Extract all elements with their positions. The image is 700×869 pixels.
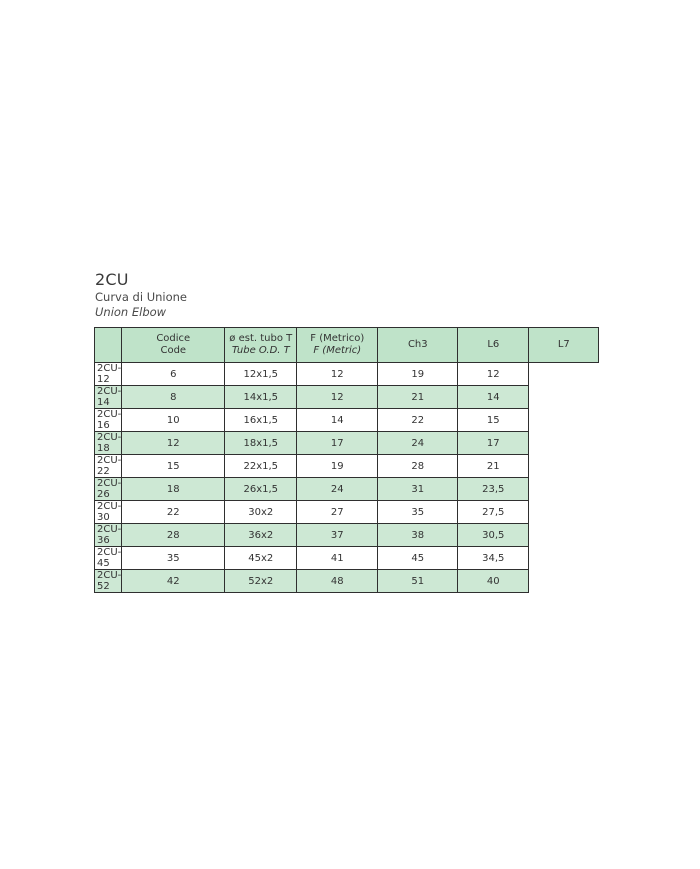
cell-l6: 38: [378, 524, 458, 547]
cell-code: 2CU-36: [95, 524, 122, 547]
cell-l7: 14: [458, 386, 529, 409]
cell-ch3: 27: [297, 501, 378, 524]
table-header-row: [95, 328, 599, 363]
cell-l6: 28: [378, 455, 458, 478]
cell-l7: 21: [458, 455, 529, 478]
cell-tube-od: 18: [122, 478, 225, 501]
cell-l7: 17: [458, 432, 529, 455]
cell-thread: 12x1,5: [225, 363, 297, 386]
product-name-italian: Curva di Unione: [95, 290, 188, 304]
cell-l6: 22: [378, 409, 458, 432]
header-ch3: Ch3: [378, 328, 458, 363]
cell-l6: 31: [378, 478, 458, 501]
cell-tube-od: 42: [122, 570, 225, 593]
side-color-band: [95, 328, 122, 363]
cell-thread: 45x2: [225, 547, 297, 570]
cell-ch3: 19: [297, 455, 378, 478]
table-row: [95, 409, 599, 432]
header-l7: L7: [529, 328, 599, 363]
cell-tube-od: 8: [122, 386, 225, 409]
cell-code: 2CU-22: [95, 455, 122, 478]
table-row: [95, 547, 599, 570]
cell-l7: 30,5: [458, 524, 529, 547]
cell-tube-od: 12: [122, 432, 225, 455]
cell-ch3: 48: [297, 570, 378, 593]
product-heading: [95, 270, 187, 320]
cell-code: 2CU-52: [95, 570, 122, 593]
cell-thread: 18x1,5: [225, 432, 297, 455]
cell-code: 2CU-18: [95, 432, 122, 455]
cell-l7: 15: [458, 409, 529, 432]
table-row: [95, 363, 599, 386]
cell-code: 2CU-30: [95, 501, 122, 524]
cell-ch3: 24: [297, 478, 378, 501]
cell-thread: 16x1,5: [225, 409, 297, 432]
cell-code: 2CU-26: [95, 478, 122, 501]
table-row: [95, 455, 599, 478]
cell-l6: 45: [378, 547, 458, 570]
cell-l6: 24: [378, 432, 458, 455]
cell-tube-od: 10: [122, 409, 225, 432]
cell-code: 2CU-16: [95, 409, 122, 432]
cell-l6: 21: [378, 386, 458, 409]
cell-thread: 30x2: [225, 501, 297, 524]
product-code: 2CU: [95, 270, 129, 289]
header-thread-metric: F (Metrico) F (Metric): [297, 328, 378, 363]
product-name-english: Union Elbow: [95, 305, 167, 319]
cell-thread: 26x1,5: [225, 478, 297, 501]
cell-ch3: 12: [297, 386, 378, 409]
cell-tube-od: 22: [122, 501, 225, 524]
cell-l7: 34,5: [458, 547, 529, 570]
table-row: [95, 386, 599, 409]
cell-l6: 35: [378, 501, 458, 524]
cell-tube-od: 15: [122, 455, 225, 478]
table-row: [95, 478, 599, 501]
cell-ch3: 14: [297, 409, 378, 432]
header-code: Codice Code: [122, 328, 225, 363]
cell-thread: 36x2: [225, 524, 297, 547]
cell-ch3: 41: [297, 547, 378, 570]
table-row: [95, 501, 599, 524]
cell-thread: 22x1,5: [225, 455, 297, 478]
cell-tube-od: 35: [122, 547, 225, 570]
cell-thread: 52x2: [225, 570, 297, 593]
table-row: [95, 570, 599, 593]
cell-code: 2CU-14: [95, 386, 122, 409]
table-row: [95, 524, 599, 547]
cell-code: 2CU-12: [95, 363, 122, 386]
cell-l6: 19: [378, 363, 458, 386]
header-tube-od: ø est. tubo T Tube O.D. T: [225, 328, 297, 363]
cell-tube-od: 6: [122, 363, 225, 386]
header-l6: L6: [458, 328, 529, 363]
cell-l7: 27,5: [458, 501, 529, 524]
specification-table: [94, 327, 599, 593]
cell-ch3: 17: [297, 432, 378, 455]
cell-ch3: 12: [297, 363, 378, 386]
cell-code: 2CU-45: [95, 547, 122, 570]
cell-l7: 40: [458, 570, 529, 593]
cell-tube-od: 28: [122, 524, 225, 547]
cell-ch3: 37: [297, 524, 378, 547]
cell-l7: 23,5: [458, 478, 529, 501]
cell-l7: 12: [458, 363, 529, 386]
cell-thread: 14x1,5: [225, 386, 297, 409]
table-row: [95, 432, 599, 455]
cell-l6: 51: [378, 570, 458, 593]
